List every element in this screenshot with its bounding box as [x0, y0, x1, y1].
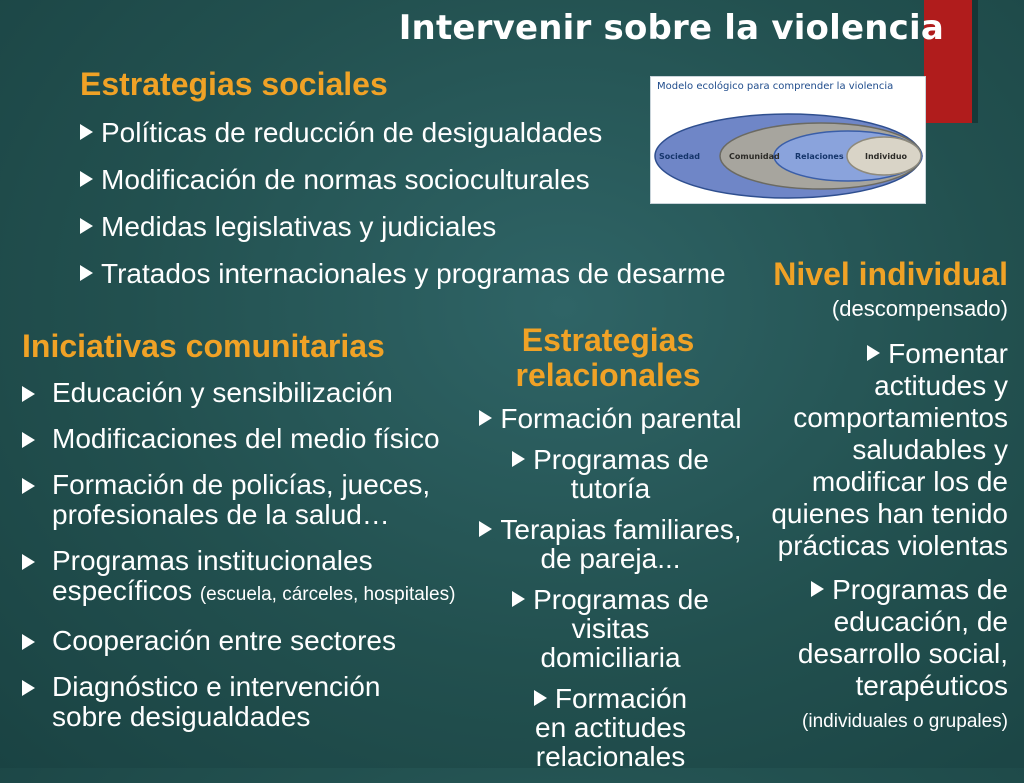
ring-label: Comunidad [729, 152, 780, 161]
list-item [80, 116, 726, 163]
social-heading: Estrategias sociales [80, 66, 388, 102]
list-item-text: Educación y sensibilización [52, 377, 393, 408]
bullet-arrow-icon [80, 218, 93, 234]
list-item-note: (individuales o grupales) [802, 711, 1008, 732]
list-item-text: Fomentar actitudes y comportamientos saludables y modificar los de quienes han tenido prácticas violentas [771, 338, 1008, 561]
bullet-arrow-icon [80, 265, 93, 281]
list-item-text: Formación parental [500, 403, 742, 434]
bullet-arrow-icon [534, 690, 547, 706]
bullet-arrow-icon [479, 521, 492, 537]
list-item [22, 470, 442, 530]
bullet-arrow-icon [22, 634, 35, 650]
list-item-text: Políticas de reducción de desigualdades [101, 117, 603, 148]
bullet-arrow-icon [512, 451, 525, 467]
list-item [758, 574, 1008, 738]
list-item-text: Cooperación entre sectores [52, 625, 396, 656]
list-item [468, 585, 753, 672]
list-item-text: Programas de tutoría [533, 444, 709, 504]
list-item [22, 546, 472, 610]
bullet-arrow-icon [22, 432, 35, 448]
list-item-text: Programas de educación, de desarrollo social, terapéuticos [797, 574, 1008, 701]
relational-heading: Estrategias relacionales [515, 322, 701, 393]
page-title: Intervenir sobre la violencia [398, 8, 944, 48]
list-item-text: Medidas legislativas y judiciales [101, 211, 497, 242]
individual-heading: Nivel individual [773, 256, 1008, 292]
list-item-text: Programas institucionales específicos [52, 545, 373, 606]
list-item [22, 378, 472, 408]
list-item [80, 163, 726, 210]
diagram-title: Modelo ecológico para comprender la violencia [657, 81, 894, 92]
list-item-text: Modificación de normas socioculturales [101, 164, 590, 195]
list-item-text: Formación en actitudes relacionales [535, 683, 688, 772]
list-item [80, 210, 726, 257]
list-item [80, 257, 726, 304]
list-item-text: Diagnóstico e intervención sobre desigualdades [52, 671, 381, 732]
bullet-arrow-icon [22, 478, 35, 494]
ring-label: Sociedad [659, 152, 701, 161]
list-item-text: Modificaciones del medio físico [52, 423, 440, 454]
list-item-text: Terapias familiares, de pareja... [500, 514, 742, 574]
relational-list [468, 404, 753, 783]
list-item [22, 626, 472, 656]
list-item [468, 404, 753, 433]
bullet-arrow-icon [512, 591, 525, 607]
bullet-arrow-icon [80, 171, 93, 187]
bullet-arrow-icon [811, 581, 824, 597]
bullet-arrow-icon [867, 345, 880, 361]
ring-label: Relaciones [795, 152, 844, 161]
bullet-arrow-icon [22, 680, 35, 696]
social-list [80, 116, 726, 304]
community-heading: Iniciativas comunitarias [22, 328, 385, 364]
bullet-arrow-icon [22, 386, 35, 402]
individual-list [758, 338, 1008, 750]
bullet-arrow-icon [80, 124, 93, 140]
list-item-note: (escuela, cárceles, hospitales) [199, 584, 456, 605]
list-item [22, 672, 392, 732]
bullet-arrow-icon [22, 554, 35, 570]
ring-label: Individuo [865, 152, 908, 161]
list-item [468, 515, 753, 573]
list-item [22, 424, 472, 454]
individual-subheading: (descompensado) [831, 296, 1008, 321]
list-item [468, 445, 753, 503]
list-item [468, 684, 753, 771]
community-list [22, 378, 472, 748]
list-item-text: Formación de policías, jueces, profesionales de la salud… [52, 469, 431, 530]
list-item-text: Programas de visitas domiciliaria [533, 584, 709, 673]
list-item-text: Tratados internacionales y programas de desarme [101, 258, 726, 289]
list-item [758, 338, 1008, 562]
bullet-arrow-icon [479, 410, 492, 426]
